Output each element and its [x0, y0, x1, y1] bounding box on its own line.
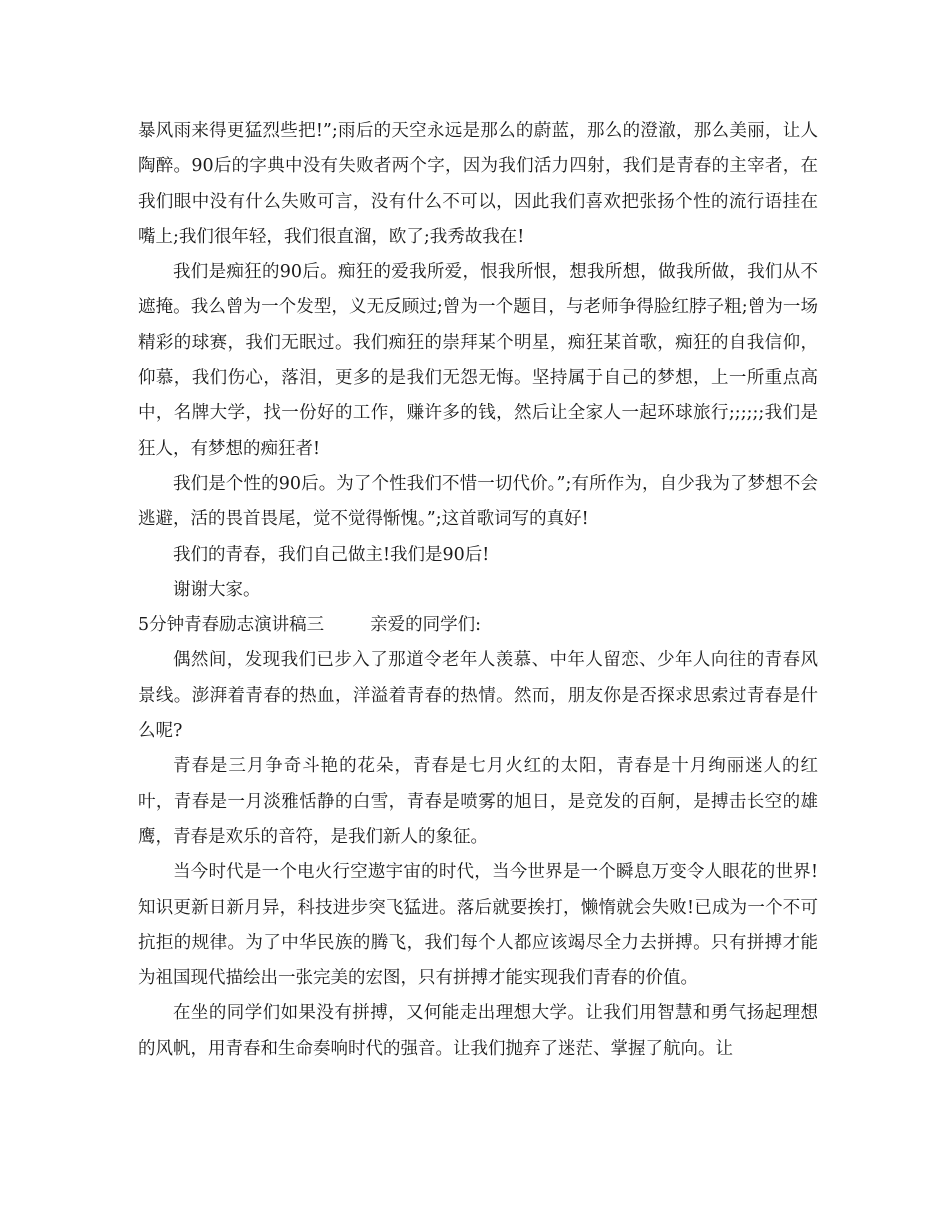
paragraph: 谢谢大家。 [173, 579, 261, 600]
paragraph: 暴风雨来得更猛烈些把!”;雨后的天空永远是那么的蔚蓝，那么的澄澈，那么美丽，让人陶醉。90后的字典中没有失败者两个字，因为我们活力四射，我们是青春的主宰者，在我们眼中没有什么失败可言，没有什么不可以，因此我们喜欢把张扬个性的流行语挂在嘴上;我们很年轻，我们很直溜，欧了;我秀故我在! [138, 121, 818, 247]
paragraph: 当今时代是一个电火行空遨宇宙的时代，当今世界是一个瞬息万变令人眼花的世界!知识更新日新月异，科技进步突飞猛进。落后就要挨打，懒惰就会失败!已成为一个不可抗拒的规律。为了中华民族的腾飞，我们每个人都应该竭尽全力去拼搏。只有拼搏才能为祖国现代描绘出一张完美的宏图，只有拼搏才能实现我们青春的价值。 [138, 862, 818, 989]
paragraph: 我们的青春，我们自己做主!我们是90后! [173, 544, 490, 565]
section-heading [138, 608, 818, 643]
paragraph: 我们是个性的90后。为了个性我们不惜一切代价。”;有所作为，自少我为了梦想不会逃避，活的畏首畏尾，觉不觉得惭愧。”;这首歌词写的真好! [138, 473, 818, 530]
section-title: 5分钟青春励志演讲稿三 [138, 615, 325, 636]
paragraph: 青春是三月争奇斗艳的花朵，青春是七月火红的太阳，青春是十月绚丽迷人的红叶，青春是一月淡雅恬静的白雪，青春是喷雾的旭日，是竞发的百舸，是搏击长空的雄鹰，青春是欢乐的音符，是我们新人的象征。 [138, 756, 818, 847]
salutation: 亲爱的同学们: [370, 615, 482, 636]
paragraph: 我们是痴狂的90后。痴狂的爱我所爱，恨我所恨，想我所想，做我所做，我们从不遮掩。我么曾为一个发型，义无反顾过;曾为一个题目，与老师争得脸红脖子粗;曾为一场精彩的球赛，我们无眠过。我们痴狂的崇拜某个明星，痴狂某首歌，痴狂的自我信仰，仰慕，我们伤心，落泪，更多的是我们无怨无悔。坚持属于自己的梦想，上一所重点高中，名牌大学，找一份好的工作，赚许多的钱，然后让全家人一起环球旅行;;;;;;我们是狂人，有梦想的痴狂者! [138, 262, 818, 459]
paragraph: 在坐的同学们如果没有拼搏，又何能走出理想大学。让我们用智慧和勇气扬起理想的风帆，用青春和生命奏响时代的强音。让我们抛弃了迷茫、掌握了航向。让 [138, 1003, 818, 1059]
document-body [138, 114, 818, 1067]
paragraph: 偶然间，发现我们已步入了那道令老年人羡慕、中年人留恋、少年人向往的青春风景线。澎湃着青春的热血，洋溢着青春的热情。然而，朋友你是否探求思索过青春是什么呢? [138, 650, 818, 742]
